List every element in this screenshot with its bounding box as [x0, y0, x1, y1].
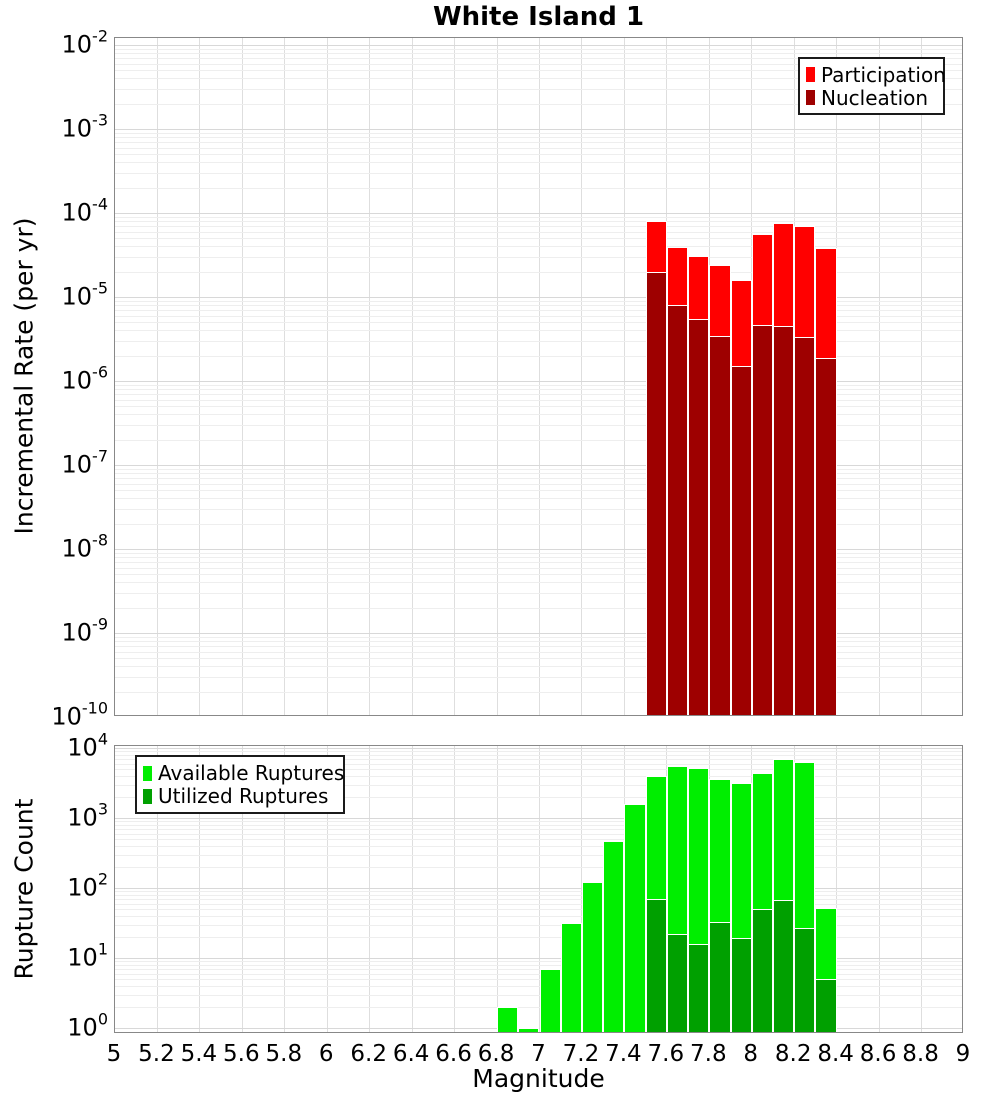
gridline	[115, 891, 962, 892]
bar-utilized-ruptures-8.35	[815, 979, 836, 1033]
y-tick-label: $10^{-4}$	[61, 194, 108, 227]
bar-nucleation-8.05	[752, 325, 773, 716]
gridline	[497, 746, 498, 1032]
x-tick-label: 7	[531, 1041, 546, 1067]
gridline	[115, 855, 962, 856]
gridline	[115, 829, 962, 830]
gridline	[497, 38, 498, 715]
nucleation-label: Nucleation	[821, 85, 929, 110]
y-tick-label: $10^{-3}$	[61, 110, 108, 143]
bar-nucleation-8.25	[794, 337, 815, 716]
nucleation-swatch-icon	[806, 90, 815, 105]
gridline	[199, 38, 200, 715]
x-tick-label: 7.4	[605, 1041, 642, 1067]
gridline	[115, 129, 962, 130]
bar-nucleation-7.85	[709, 336, 730, 716]
gridline	[454, 746, 455, 1032]
y-tick-label: $10^{-5}$	[61, 278, 108, 311]
bar-available-ruptures-7.05	[540, 969, 561, 1033]
bar-nucleation-8.35	[815, 358, 836, 716]
legend-item-participation	[806, 62, 946, 87]
x-tick-label: 8.6	[859, 1041, 897, 1067]
gridline	[115, 899, 962, 900]
bar-nucleation-7.65	[667, 305, 688, 716]
gridline	[879, 38, 880, 715]
y-tick-label: $10^2$	[67, 869, 108, 902]
x-tick-label: 5.8	[265, 1041, 303, 1067]
x-axis-title: Magnitude	[472, 1064, 605, 1093]
gridline	[157, 38, 158, 715]
x-tick-label: 7.2	[562, 1041, 600, 1067]
gridline	[115, 821, 962, 822]
gridline	[115, 49, 962, 50]
gridline	[454, 38, 455, 715]
bar-utilized-ruptures-7.85	[709, 922, 730, 1033]
y-tick-label: $10^0$	[67, 1009, 108, 1042]
gridline	[115, 888, 962, 889]
gridline	[115, 834, 962, 835]
rate-plot-area	[114, 37, 963, 716]
y-tick-label: $10^{-9}$	[61, 614, 108, 647]
x-tick-label: 7.6	[647, 1041, 685, 1067]
gridline	[115, 53, 962, 54]
x-tick-label: 6.2	[350, 1041, 387, 1067]
rate-y-axis-title: Incremental Rate (per yr)	[9, 217, 39, 535]
gridline	[921, 746, 922, 1032]
gridline	[369, 746, 370, 1032]
x-tick-label: 6.6	[435, 1041, 472, 1067]
participation-label: Participation	[821, 62, 946, 87]
x-tick-label: 5.2	[138, 1041, 175, 1067]
gridline	[284, 38, 285, 715]
bar-nucleation-8.15	[773, 326, 794, 716]
gridline	[115, 895, 962, 896]
x-tick-label: 8	[743, 1041, 759, 1067]
bar-available-ruptures-7.25	[582, 882, 603, 1033]
available-ruptures-label: Available Ruptures	[158, 761, 345, 785]
x-tick-label: 7.8	[690, 1041, 727, 1067]
y-tick-label: $10^{-2}$	[61, 26, 108, 59]
legend-item-utilized-ruptures	[143, 786, 337, 806]
gridline	[115, 221, 962, 222]
gridline	[115, 133, 962, 134]
gridline	[115, 748, 962, 749]
bar-utilized-ruptures-7.55	[646, 899, 667, 1033]
x-tick-label: 5.4	[180, 1041, 218, 1067]
count-y-axis-title: Rupture Count	[9, 798, 39, 980]
bar-available-ruptures-7.35	[603, 841, 624, 1033]
gridline	[115, 226, 962, 227]
x-tick-label: 5	[106, 1041, 122, 1067]
x-tick-label: 8.8	[902, 1041, 939, 1067]
bar-available-ruptures-7.45	[624, 804, 645, 1033]
x-tick-label: 9	[955, 1041, 971, 1067]
x-tick-label: 8.2	[774, 1041, 812, 1067]
legend-item-nucleation	[806, 85, 937, 110]
gridline	[115, 825, 962, 826]
gridline	[115, 162, 962, 163]
bar-utilized-ruptures-7.65	[667, 934, 688, 1033]
gridline	[115, 232, 962, 233]
gridline	[879, 746, 880, 1032]
bar-utilized-ruptures-8.25	[794, 928, 815, 1033]
utilized-ruptures-swatch-icon	[143, 789, 152, 804]
x-tick-label: 6	[318, 1041, 334, 1067]
chart-title: White Island 1	[432, 2, 645, 32]
gridline	[581, 38, 582, 715]
gridline	[115, 213, 962, 214]
gridline	[369, 38, 370, 715]
bar-nucleation-7.55	[646, 272, 667, 716]
gridline	[539, 38, 540, 715]
gridline	[115, 45, 962, 46]
legend-item-available-ruptures	[143, 761, 345, 785]
gridline	[115, 173, 962, 174]
gridline	[327, 38, 328, 715]
utilized-ruptures-label: Utilized Ruptures	[158, 784, 329, 808]
gridline	[115, 217, 962, 218]
gridline	[115, 904, 962, 905]
x-tick-label: 6.4	[392, 1041, 430, 1067]
bar-utilized-ruptures-8.15	[773, 900, 794, 1033]
gridline	[115, 188, 962, 189]
gridline	[115, 238, 962, 239]
y-tick-label: $10^3$	[67, 799, 108, 832]
y-tick-label: $10^{-6}$	[61, 362, 108, 395]
gridline	[115, 818, 962, 819]
gridline	[921, 38, 922, 715]
bar-nucleation-7.95	[731, 366, 752, 716]
gridline	[115, 154, 962, 155]
y-tick-label: $10^{-7}$	[61, 446, 108, 479]
x-tick-label: 5.6	[223, 1041, 260, 1067]
x-tick-label: 8.4	[817, 1041, 854, 1067]
gridline	[115, 751, 962, 752]
gridline	[115, 846, 962, 847]
y-tick-label: $10^4$	[67, 729, 108, 762]
participation-swatch-icon	[806, 67, 815, 82]
bar-nucleation-7.75	[688, 319, 709, 716]
bar-available-ruptures-6.85	[497, 1007, 518, 1033]
y-tick-label: $10^{-10}$	[51, 698, 108, 731]
gridline	[115, 246, 962, 247]
gridline	[115, 142, 962, 143]
count-legend	[135, 755, 345, 814]
gridline	[242, 38, 243, 715]
gridline	[115, 867, 962, 868]
y-tick-label: $10^1$	[67, 939, 108, 972]
gridline	[412, 38, 413, 715]
bar-utilized-ruptures-7.75	[688, 944, 709, 1033]
gridline	[412, 746, 413, 1032]
bar-utilized-ruptures-7.95	[731, 938, 752, 1033]
x-tick-label: 6.8	[477, 1041, 515, 1067]
bar-available-ruptures-6.95	[518, 1028, 539, 1033]
bar-utilized-ruptures-8.05	[752, 909, 773, 1033]
bar-available-ruptures-7.15	[561, 923, 582, 1033]
gridline	[115, 148, 962, 149]
gridline	[115, 137, 962, 138]
rate-legend	[798, 57, 945, 115]
y-tick-label: $10^{-8}$	[61, 530, 108, 563]
available-ruptures-swatch-icon	[143, 766, 152, 781]
gridline	[624, 38, 625, 715]
gridline	[115, 839, 962, 840]
